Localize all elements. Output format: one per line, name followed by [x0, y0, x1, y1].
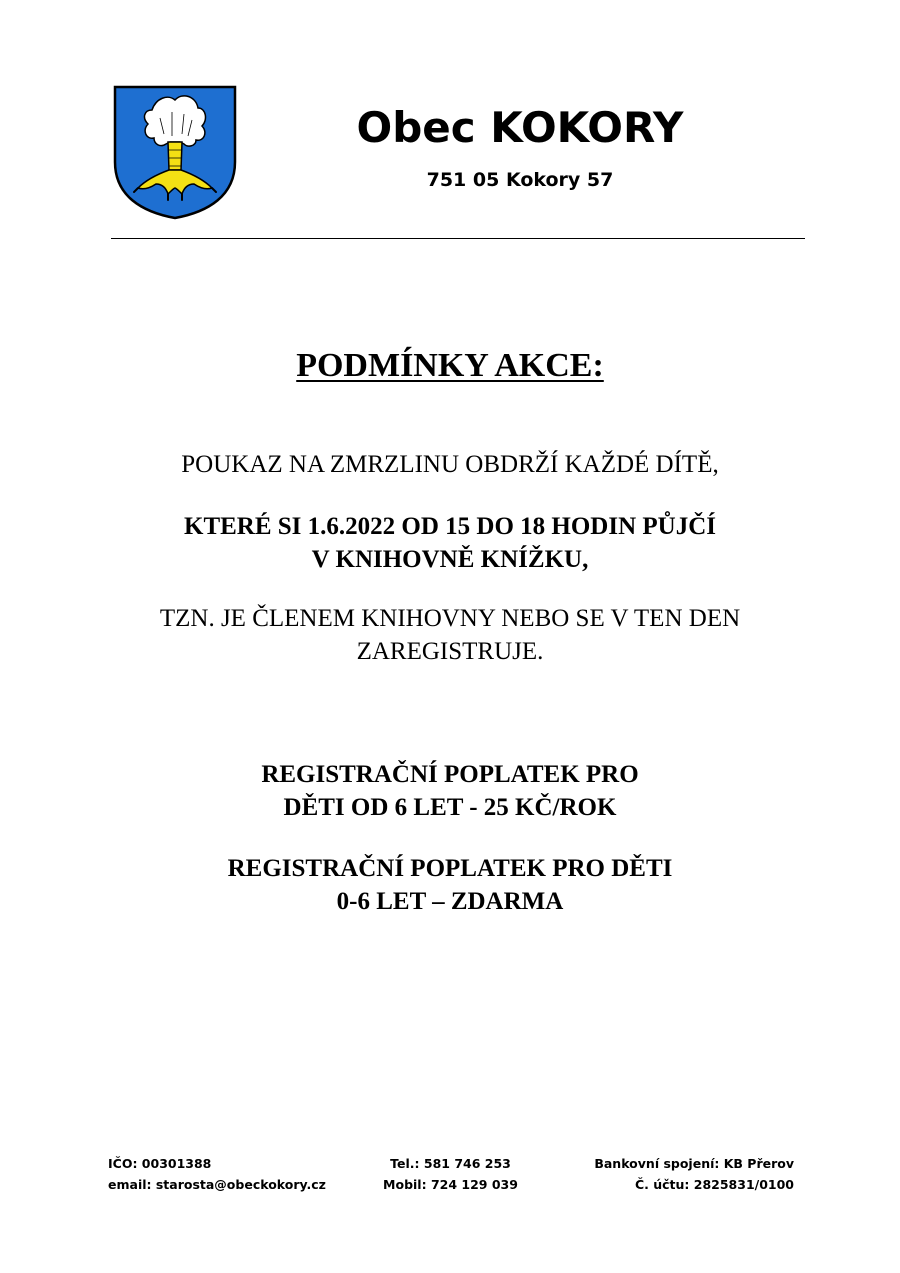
notice-line-date: KTERÉ SI 1.6.2022 OD 15 DO 18 HODIN PŮJČÍ — [184, 513, 716, 540]
footer-bank-column — [594, 1153, 794, 1195]
footer-account: Č. účtu: 2825831/0100 — [634, 1177, 794, 1192]
municipality-name: Obec KOKORY — [356, 103, 684, 152]
fee-line-younger-amount: 0-6 LET – ZDARMA — [336, 888, 564, 915]
fee-line-younger-label: REGISTRAČNÍ POPLATEK PRO DĚTI — [227, 855, 673, 882]
footer-phone-column — [358, 1153, 543, 1195]
notice-line-library: V KNIHOVNĚ KNÍŽKU, — [311, 546, 589, 573]
coat-of-arms-icon — [112, 84, 238, 220]
footer-bank: Bankovní spojení: KB Přerov — [594, 1156, 794, 1171]
notice-line-voucher: POUKAZ NA ZMRZLINU OBDRŽÍ KAŽDÉ DÍTĚ, — [181, 451, 719, 478]
footer-mobil: Mobil: 724 129 039 — [383, 1177, 518, 1192]
notice-line-membership: TZN. JE ČLENEM KNIHOVNY NEBO SE V TEN DEN — [159, 605, 741, 632]
notice-heading — [0, 342, 900, 390]
notice-heading-text: PODMÍNKY AKCE: — [296, 347, 604, 384]
footer-tel: Tel.: 581 746 253 — [390, 1156, 511, 1171]
footer-id-column — [108, 1153, 326, 1195]
footer-contacts — [108, 1153, 794, 1197]
header-divider — [111, 238, 805, 239]
fee-line-older-amount: DĚTI OD 6 LET - 25 KČ/ROK — [283, 794, 617, 821]
footer-ico: IČO: 00301388 — [108, 1156, 212, 1171]
municipality-address: 751 05 Kokory 57 — [426, 169, 614, 191]
footer-email: email: starosta@obeckokory.cz — [108, 1177, 326, 1192]
notice-line-register: ZAREGISTRUJE. — [356, 638, 544, 665]
fee-line-older-label: REGISTRAČNÍ POPLATEK PRO — [261, 761, 639, 788]
